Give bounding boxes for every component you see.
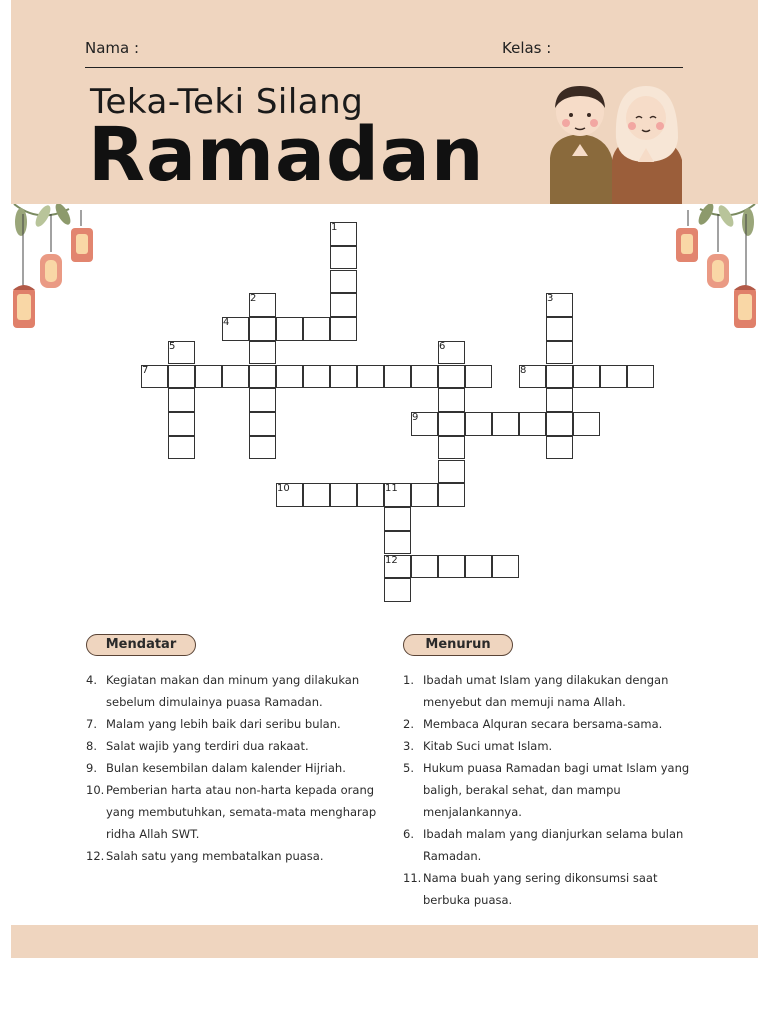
crossword-cell[interactable]: [168, 436, 195, 460]
crossword-cell[interactable]: [384, 365, 411, 389]
crossword-cell[interactable]: [438, 483, 465, 507]
crossword-cell[interactable]: [330, 483, 357, 507]
list-item: 7. Malam yang lebih baik dari seribu bulan.: [86, 717, 341, 731]
crossword-cell[interactable]: [249, 436, 276, 460]
crossword-cell[interactable]: [546, 365, 573, 389]
crossword-cell[interactable]: [303, 317, 330, 341]
crossword-cell[interactable]: [438, 436, 465, 460]
crossword-cell[interactable]: [330, 317, 357, 341]
crossword-cell[interactable]: [492, 555, 519, 579]
crossword-cell[interactable]: [465, 555, 492, 579]
clue-number: 2: [250, 293, 257, 305]
across-heading: Mendatar: [86, 634, 196, 656]
crossword-cell[interactable]: [600, 365, 627, 389]
list-item: 1. Ibadah umat Islam yang dilakukan dengan menyebut dan memuji nama Allah.: [403, 673, 669, 709]
list-item: 10. Pemberian harta atau non-harta kepada orang yang membutuhkan, semata-mata mengharap ridha Allah SWT.: [86, 783, 377, 841]
footer-band: [11, 925, 758, 958]
crossword-cell[interactable]: [438, 555, 465, 579]
across-clue-list: [86, 669, 386, 867]
crossword-cell[interactable]: [168, 388, 195, 412]
name-class-line: [85, 67, 683, 68]
crossword-cell[interactable]: [222, 365, 249, 389]
crossword-cell[interactable]: [546, 388, 573, 412]
clue-number: 5: [169, 340, 176, 352]
list-item: 4. Kegiatan makan dan minum yang dilakukan sebelum dimulainya puasa Ramadan.: [86, 673, 360, 709]
crossword-cell[interactable]: [546, 412, 573, 436]
crossword-cell[interactable]: [384, 578, 411, 602]
crossword-cell[interactable]: [330, 365, 357, 389]
crossword-cell[interactable]: [276, 317, 303, 341]
lantern-icon: [13, 285, 35, 328]
down-clue-list: [403, 669, 703, 911]
lantern-decoration-right: [670, 204, 760, 334]
crossword-cell[interactable]: [465, 412, 492, 436]
crossword-cell[interactable]: [249, 412, 276, 436]
crossword-cell[interactable]: [168, 365, 195, 389]
class-label: Kelas :: [502, 39, 552, 57]
clue-number: 1: [331, 222, 338, 233]
crossword-cell[interactable]: [546, 317, 573, 341]
leaf-icon: [742, 208, 754, 236]
list-item: 12. Salah satu yang membatalkan puasa.: [86, 849, 324, 863]
crossword-cell[interactable]: [249, 317, 276, 341]
crossword-cell[interactable]: [303, 483, 330, 507]
clue-number: 8: [520, 364, 527, 376]
muslim-kids-illustration: [542, 78, 692, 204]
crossword-cell[interactable]: [330, 270, 357, 294]
clue-number: 10: [277, 483, 290, 495]
crossword-cell[interactable]: [411, 483, 438, 507]
name-label: Nama :: [85, 39, 140, 57]
crossword-cell[interactable]: [546, 341, 573, 365]
clue-number: 11: [385, 483, 398, 495]
leaf-icon: [15, 208, 27, 236]
crossword-cell[interactable]: [303, 365, 330, 389]
crossword-cell[interactable]: [357, 365, 384, 389]
list-item: 6. Ibadah malam yang dianjurkan selama bulan Ramadan.: [403, 827, 684, 863]
crossword-cell[interactable]: [411, 365, 438, 389]
down-heading: Menurun: [403, 634, 513, 656]
crossword-cell[interactable]: [384, 507, 411, 531]
crossword-cell[interactable]: [627, 365, 654, 389]
clue-number: 9: [412, 412, 419, 423]
list-item: 5. Hukum puasa Ramadan bagi umat Islam yang baligh, berakal sehat, dan mampu menjalankannya.: [403, 761, 690, 819]
crossword-cell[interactable]: [249, 341, 276, 365]
crossword-cell[interactable]: [546, 436, 573, 460]
list-item: 11. Nama buah yang sering dikonsumsi saat berbuka puasa.: [403, 871, 658, 907]
clue-number: 4: [223, 317, 230, 328]
crossword-cell[interactable]: [438, 412, 465, 436]
crossword-cell[interactable]: [195, 365, 222, 389]
lantern-icon: [734, 285, 756, 328]
list-item: 2. Membaca Alquran secara bersama-sama.: [403, 717, 663, 731]
clue-number: 6: [439, 340, 446, 352]
crossword-cell[interactable]: [276, 365, 303, 389]
crossword-cell[interactable]: [438, 460, 465, 484]
crossword-cell[interactable]: [519, 412, 546, 436]
crossword-cell[interactable]: [249, 365, 276, 389]
clue-number: 3: [547, 293, 554, 305]
page-title: Ramadan: [88, 112, 485, 198]
crossword-cell[interactable]: [573, 412, 600, 436]
crossword-cell[interactable]: [465, 365, 492, 389]
crossword-cell[interactable]: [384, 531, 411, 555]
clue-number: 12: [385, 554, 398, 566]
crossword-cell[interactable]: [573, 365, 600, 389]
boy-figure: [550, 86, 612, 204]
list-item: 9. Bulan kesembilan dalam kalender Hijriah.: [86, 761, 346, 775]
crossword-cell[interactable]: [168, 412, 195, 436]
crossword-cell[interactable]: [438, 388, 465, 412]
crossword-cell[interactable]: [357, 483, 384, 507]
crossword-cell[interactable]: [492, 412, 519, 436]
subtitle: Teka-Teki Silang: [90, 82, 364, 122]
crossword-cell[interactable]: [249, 388, 276, 412]
clue-number: 7: [142, 364, 149, 376]
lantern-decoration-left: [9, 204, 99, 334]
crossword-cell[interactable]: [330, 293, 357, 317]
girl-figure: [612, 86, 682, 204]
list-item: 8. Salat wajib yang terdiri dua rakaat.: [86, 739, 309, 753]
crossword-cell[interactable]: [411, 555, 438, 579]
list-item: 3. Kitab Suci umat Islam.: [403, 739, 553, 753]
crossword-cell[interactable]: [330, 246, 357, 270]
crossword-cell[interactable]: [438, 365, 465, 389]
